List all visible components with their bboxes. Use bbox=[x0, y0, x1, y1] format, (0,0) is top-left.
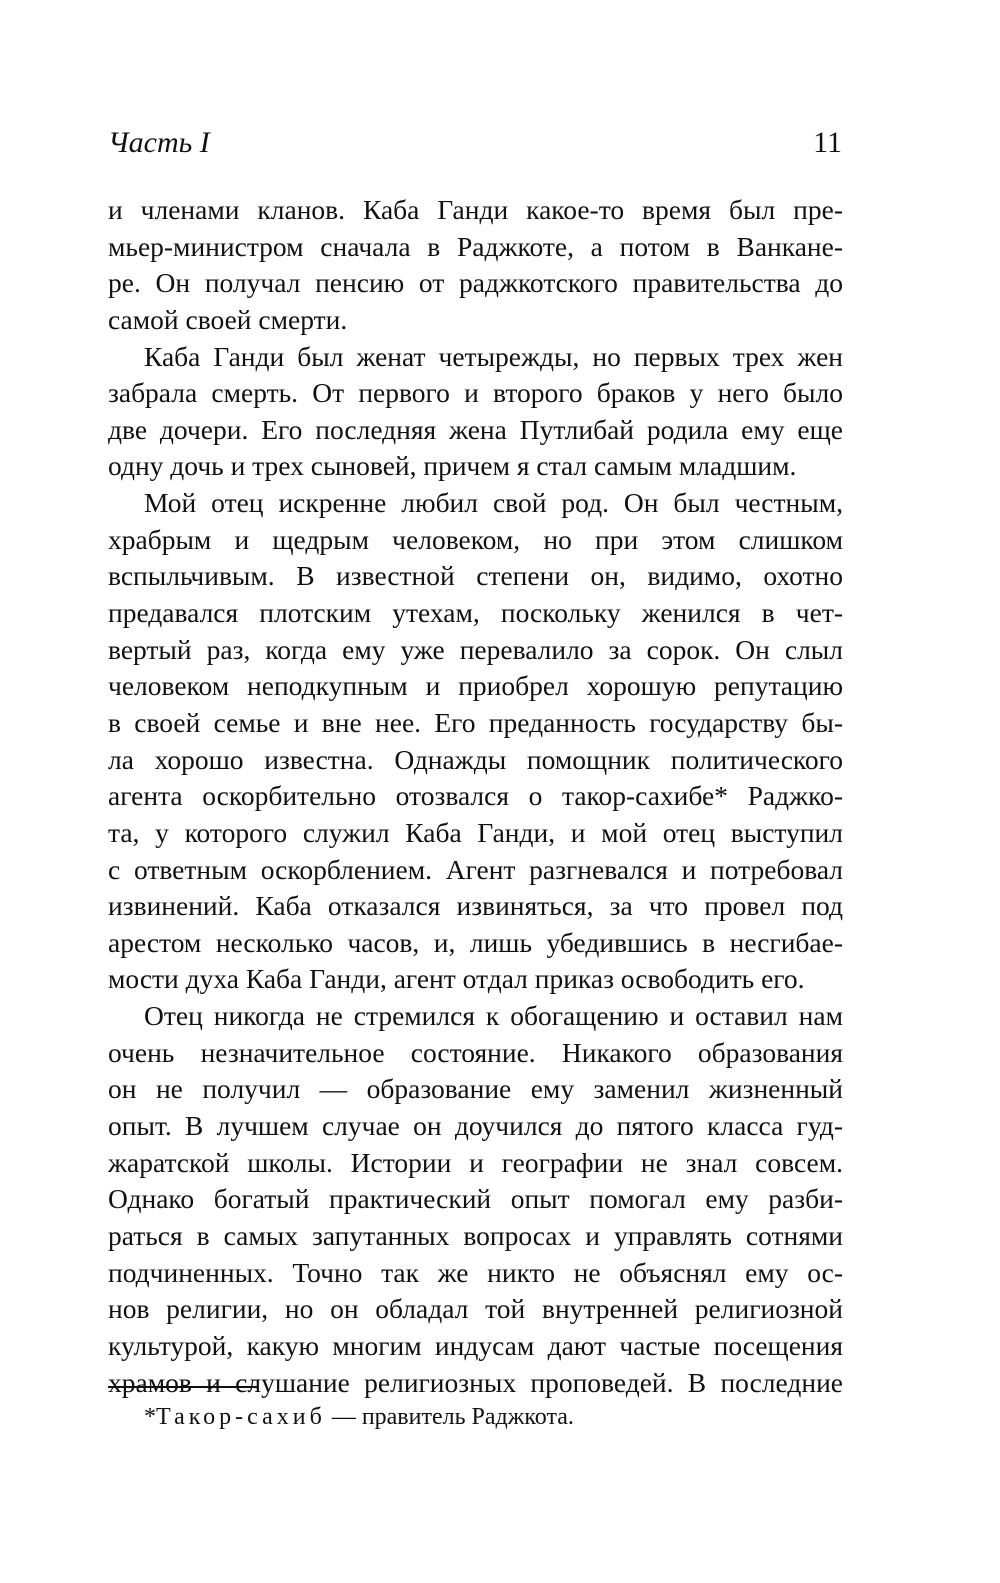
text-line: он не получил — образование ему заменил жизненный bbox=[108, 1073, 843, 1105]
text-line: храбрым и щедрым человеком, но при этом слишком bbox=[108, 523, 843, 555]
page-number: 11 bbox=[813, 126, 842, 159]
text-line: очень незначительное состояние. Никакого образования bbox=[108, 1036, 843, 1068]
text-line: забрала смерть. От первого и второго браков у него было bbox=[108, 377, 843, 409]
text-line: с ответным оскорблением. Агент разгневался и потребовал bbox=[108, 853, 843, 885]
text-line: арестом несколько часов, и, лишь убедившись в несгибае- bbox=[108, 926, 843, 958]
text-line: ла хорошо известна. Однажды помощник политического bbox=[108, 743, 843, 775]
text-line: ре. Он получал пенсию от раджкотского правительства до bbox=[108, 267, 843, 299]
text-line: храмов и слушание религиозных проповедей. В последние bbox=[108, 1366, 843, 1398]
text-line: мости духа Каба Ганди, агент отдал приказ освободить его. bbox=[108, 963, 805, 995]
text-line: одну дочь и трех сыновей, причем я стал самым младшим. bbox=[108, 450, 797, 482]
text-line: самой своей смерти. bbox=[108, 303, 348, 335]
text-line: нов религии, но он обладал той внутренней религиозной bbox=[108, 1293, 843, 1325]
text-line: вертый раз, когда ему уже перевалило за сорок. Он слыл bbox=[108, 633, 843, 665]
text-line: Однако богатый практический опыт помогал ему разби- bbox=[108, 1183, 843, 1215]
footnote-definition: — правитель Раджкота. bbox=[325, 1404, 574, 1430]
text-line: та, у которого служил Каба Ганди, и мой отец выступил bbox=[108, 816, 843, 848]
text-line: предавался плотским утехам, поскольку женился в чет- bbox=[108, 597, 843, 629]
footnote-term: Такор-сахиб bbox=[156, 1404, 326, 1430]
footnote-separator bbox=[108, 1386, 257, 1388]
running-head-part: Часть I bbox=[108, 126, 210, 159]
footnote-marker: * bbox=[144, 1404, 156, 1430]
footnote bbox=[144, 1400, 574, 1434]
text-line: вспыльчивым. В известной степени он, видимо, охотно bbox=[108, 560, 843, 592]
text-line: мьер-министром сначала в Раджкоте, а потом в Ванкане- bbox=[108, 230, 843, 262]
text-line: подчиненных. Точно так же никто не объяснял ему ос- bbox=[108, 1256, 843, 1288]
text-line: жаратской школы. Истории и географии не знал совсем. bbox=[108, 1146, 843, 1178]
text-line: Отец никогда не стремился к обогащению и оставил нам bbox=[144, 1000, 843, 1032]
text-line: человеком неподкупным и приобрел хорошую репутацию bbox=[108, 670, 843, 702]
text-line: опыт. В лучшем случае он доучился до пятого класса гуд- bbox=[108, 1110, 843, 1142]
text-line: в своей семье и вне нее. Его преданность государству бы- bbox=[108, 706, 843, 738]
text-line: извинений. Каба отказался извиняться, за что провел под bbox=[108, 890, 843, 922]
text-line: и членами кланов. Каба Ганди какое-то время был пре- bbox=[108, 194, 843, 225]
text-line: Каба Ганди был женат четырежды, но первых трех жен bbox=[144, 340, 843, 372]
body-text bbox=[108, 192, 843, 1401]
text-line: раться в самых запутанных вопросах и управлять сотнями bbox=[108, 1219, 843, 1251]
text-line: Мой отец искренне любил свой род. Он был честным, bbox=[144, 487, 843, 519]
text-line: культурой, какую многим индусам дают частые посещения bbox=[108, 1329, 843, 1361]
text-line: агента оскорбительно отозвался о такор-сахибе* Раджко- bbox=[108, 780, 843, 812]
text-line: две дочери. Его последняя жена Путлибай родила ему еще bbox=[108, 413, 843, 445]
